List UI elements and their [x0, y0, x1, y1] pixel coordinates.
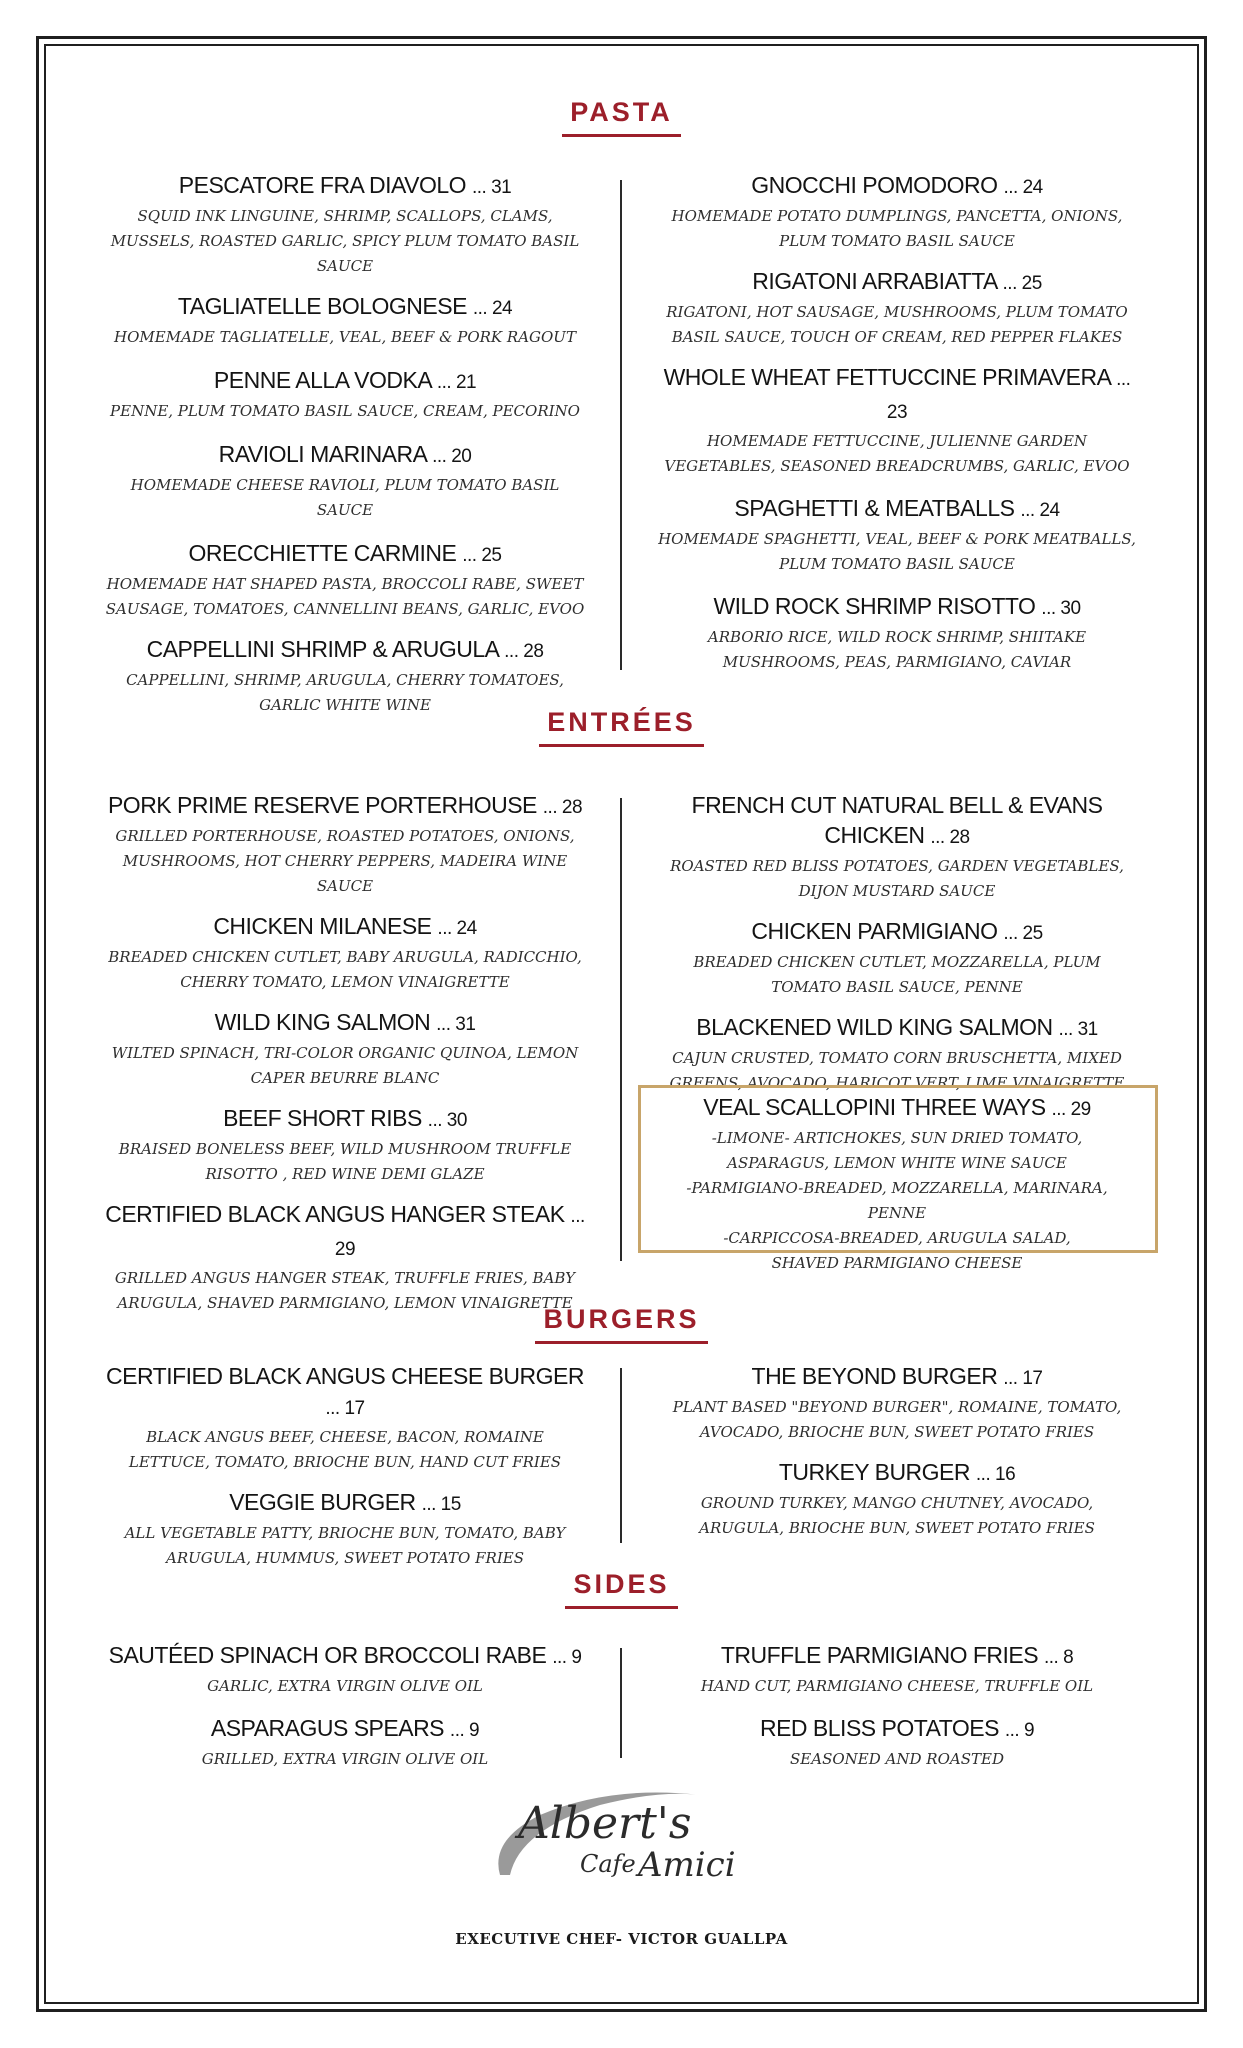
item-name: PESCATORE FRA DIAVOLO — [178, 172, 467, 198]
menu-item — [652, 362, 1142, 479]
menu-item — [652, 493, 1142, 577]
item-price: ... 28 — [930, 827, 970, 848]
burgers-left-column — [100, 1361, 590, 1571]
item-description: PENNE, PLUM TOMATO BASIL SAUCE, CREAM, PECORINO — [110, 402, 580, 420]
menu-item — [100, 1007, 590, 1091]
item-title — [100, 291, 590, 324]
item-name: SPAGHETTI & MEATBALLS — [734, 495, 1015, 521]
item-title — [100, 439, 590, 472]
item-description: HOMEMADE SPAGHETTI, VEAL, BEEF & PORK MEATBALLS, PLUM TOMATO BASIL SAUCE — [658, 530, 1136, 573]
item-name: TRUFFLE PARMIGIANO FRIES — [720, 1642, 1039, 1668]
logo-cafe: Cafe — [580, 1850, 636, 1878]
item-description: CAJUN CRUSTED, TOMATO CORN BRUSCHETTA, MIXED GREENS, AVOCADO, HARICOT VERT, LIME VINAIGRETTE — [669, 1049, 1125, 1092]
item-title — [652, 1012, 1142, 1045]
menu-item — [100, 1713, 590, 1772]
item-description: BRAISED BONELESS BEEF, WILD MUSHROOM TRUFFLE RISOTTO , RED WINE DEMI GLAZE — [118, 1140, 572, 1183]
item-price: ... 24 — [437, 918, 477, 939]
item-description: SQUID INK LINGUINE, SHRIMP, SCALLOPS, CLAMS, MUSSELS, ROASTED GARLIC, SPICY PLUM TOMATO BASIL SAUCE — [110, 207, 580, 275]
item-name: TURKEY BURGER — [778, 1459, 971, 1485]
item-title — [100, 1487, 590, 1520]
menu-item — [652, 1457, 1142, 1541]
item-name: CAPPELLINI SHRIMP & ARUGULA — [146, 636, 499, 662]
entrees-left-column — [100, 790, 590, 1316]
item-name: VEAL SCALLOPINI THREE WAYS — [703, 1094, 1046, 1120]
section-heading-sides: SIDES — [0, 1569, 1243, 1609]
item-description: WILTED SPINACH, TRI-COLOR ORGANIC QUINOA, LEMON CAPER BEURRE BLANC — [111, 1044, 579, 1087]
menu-item — [100, 911, 590, 995]
item-title — [652, 362, 1142, 428]
item-price: ... 25 — [462, 545, 502, 566]
item-price: ... 17 — [1003, 1368, 1043, 1389]
item-price: ... 16 — [975, 1464, 1016, 1485]
item-price: ... 20 — [432, 446, 472, 467]
item-price: ... 29 — [1051, 1099, 1091, 1120]
item-description: BREADED CHICKEN CUTLET, MOZZARELLA, PLUM TOMATO BASIL SAUCE, PENNE — [693, 953, 1101, 996]
special-item — [652, 1092, 1142, 1276]
item-description: ARBORIO RICE, WILD ROCK SHRIMP, SHIITAKE MUSHROOMS, PEAS, PARMIGIANO, CAVIAR — [707, 628, 1087, 671]
special-line: -LIMONE- ARTICHOKES, SUN DRIED TOMATO, ASPARAGUS, LEMON WHITE WINE SAUCE — [711, 1129, 1083, 1172]
column-divider — [620, 1648, 622, 1758]
menu-item — [652, 916, 1142, 1000]
item-title — [100, 1640, 590, 1673]
item-name: CHICKEN PARMIGIANO — [751, 918, 998, 944]
item-description: HOMEMADE CHEESE RAVIOLI, PLUM TOMATO BASIL SAUCE — [130, 476, 560, 519]
sides-right-column — [652, 1640, 1142, 1772]
column-divider — [620, 1368, 622, 1543]
item-name: WILD KING SALMON — [214, 1009, 431, 1035]
menu-item — [100, 291, 590, 350]
item-name: PORK PRIME RESERVE PORTERHOUSE — [107, 792, 537, 818]
item-price: ... 9 — [449, 1720, 480, 1741]
item-description: GROUND TURKEY, MANGO CHUTNEY, AVOCADO, ARUGULA, BRIOCHE BUN, SWEET POTATO FRIES — [699, 1494, 1095, 1537]
item-description: PLANT BASED "BEYOND BURGER", ROMAINE, TOMATO, AVOCADO, BRIOCHE BUN, SWEET POTATO FRIES — [672, 1398, 1122, 1441]
item-title — [100, 365, 590, 398]
item-title — [100, 634, 590, 667]
item-price: ... 31 — [436, 1014, 476, 1035]
item-title — [652, 170, 1142, 203]
item-price: ... 31 — [471, 177, 512, 198]
item-description: GRILLED ANGUS HANGER STEAK, TRUFFLE FRIES, BABY ARUGULA, SHAVED PARMIGIANO, LEMON VINAIGRETTE — [114, 1269, 576, 1312]
pasta-left-column — [100, 170, 590, 718]
menu-item — [652, 790, 1142, 904]
item-title — [100, 170, 590, 203]
menu-item — [100, 538, 590, 622]
item-description: HOMEMADE FETTUCCINE, JULIENNE GARDEN VEGETABLES, SEASONED BREADCRUMBS, GARLIC, EVOO — [664, 432, 1130, 475]
item-price: ... 25 — [1003, 923, 1043, 944]
item-price: ... 24 — [472, 298, 513, 319]
item-title — [652, 1713, 1142, 1746]
item-price: ... 21 — [436, 372, 477, 393]
item-name: WILD ROCK SHRIMP RISOTTO — [713, 593, 1036, 619]
column-divider — [620, 798, 622, 1261]
item-name: GNOCCHI POMODORO — [751, 172, 998, 198]
item-name: CHICKEN MILANESE — [213, 913, 432, 939]
item-description: RIGATONI, HOT SAUSAGE, MUSHROOMS, PLUM TOMATO BASIL SAUCE, TOUCH OF CREAM, RED PEPPER FLAKES — [666, 303, 1128, 346]
burgers-right-column — [652, 1361, 1142, 1541]
menu-item — [100, 1199, 590, 1316]
item-name: SAUTÉED SPINACH OR BROCCOLI RABE — [108, 1642, 547, 1668]
item-title — [100, 1713, 590, 1746]
entrees-right-column — [652, 790, 1142, 1096]
special-line: -PARMIGIANO-BREADED, MOZZARELLA, MARINARA, PENNE — [686, 1179, 1108, 1222]
item-price: ... 8 — [1043, 1647, 1074, 1668]
item-description: GRILLED, EXTRA VIRGIN OLIVE OIL — [201, 1750, 489, 1768]
item-name: CERTIFIED BLACK ANGUS CHEESE BURGER — [106, 1363, 584, 1389]
item-price: ... 30 — [427, 1110, 467, 1131]
item-price: ... 24 — [1003, 177, 1043, 198]
item-title — [652, 1361, 1142, 1394]
item-title — [100, 1103, 590, 1136]
item-price: ... 9 — [1004, 1720, 1035, 1741]
menu-item — [100, 1640, 590, 1699]
menu-item — [100, 1103, 590, 1187]
special-line: -CARPICCOSA-BREADED, ARUGULA SALAD, SHAVED PARMIGIANO CHEESE — [723, 1229, 1071, 1272]
item-title — [100, 1199, 590, 1265]
menu-item — [100, 170, 590, 279]
menu-item — [100, 365, 590, 424]
menu-item — [100, 439, 590, 523]
item-price: ... 29 — [334, 1206, 585, 1260]
item-description: ROASTED RED BLISS POTATOES, GARDEN VEGETABLES, DIJON MUSTARD SAUCE — [670, 857, 1124, 900]
menu-item — [100, 790, 590, 899]
item-title — [100, 538, 590, 571]
menu-item — [652, 170, 1142, 254]
item-price: ... 23 — [886, 369, 1131, 423]
section-heading-entrees: ENTRÉES — [0, 707, 1243, 747]
item-description: HOMEMADE POTATO DUMPLINGS, PANCETTA, ONIONS, PLUM TOMATO BASIL SAUCE — [671, 207, 1123, 250]
menu-item — [652, 1012, 1142, 1096]
item-description: GARLIC, EXTRA VIRGIN OLIVE OIL — [207, 1677, 483, 1695]
section-heading-burgers: BURGERS — [0, 1304, 1243, 1344]
item-title — [652, 266, 1142, 299]
menu-item — [652, 266, 1142, 350]
item-description: BREADED CHICKEN CUTLET, BABY ARUGULA, RADICCHIO, CHERRY TOMATO, LEMON VINAIGRETTE — [108, 948, 582, 991]
section-heading-pasta: PASTA — [0, 97, 1243, 137]
item-title — [652, 790, 1142, 853]
column-divider — [620, 180, 622, 670]
item-price: ... 17 — [325, 1398, 365, 1419]
item-name: PENNE ALLA VODKA — [213, 367, 431, 393]
item-description: BLACK ANGUS BEEF, CHEESE, BACON, ROMAINE LETTUCE, TOMATO, BRIOCHE BUN, HAND CUT FRIES — [128, 1428, 562, 1471]
item-title — [652, 1092, 1142, 1125]
item-name: BLACKENED WILD KING SALMON — [696, 1014, 1053, 1040]
item-title — [100, 1007, 590, 1040]
menu-item — [652, 591, 1142, 675]
item-description: SEASONED AND ROASTED — [790, 1750, 1004, 1768]
logo-amici: Amici — [638, 1845, 736, 1885]
item-name: TAGLIATELLE BOLOGNESE — [177, 293, 467, 319]
item-description: HOMEMADE TAGLIATELLE, VEAL, BEEF & PORK RAGOUT — [114, 328, 576, 346]
item-name: RED BLISS POTATOES — [759, 1715, 999, 1741]
item-price: ... 9 — [552, 1647, 582, 1668]
item-title — [652, 916, 1142, 949]
item-title — [652, 493, 1142, 526]
item-description: CAPPELLINI, SHRIMP, ARUGULA, CHERRY TOMATOES, GARLIC WHITE WINE — [126, 671, 564, 714]
menu-item — [652, 1713, 1142, 1772]
item-name: ASPARAGUS SPEARS — [210, 1715, 445, 1741]
item-name: ORECCHIETTE CARMINE — [188, 540, 457, 566]
item-name: VEGGIE BURGER — [229, 1489, 416, 1515]
menu-item — [652, 1640, 1142, 1699]
restaurant-logo — [480, 1780, 780, 1890]
item-price: ... 28 — [542, 797, 583, 818]
menu-item — [100, 1361, 590, 1475]
item-name: FRENCH CUT NATURAL BELL & EVANS CHICKEN — [691, 792, 1103, 848]
pasta-right-column — [652, 170, 1142, 675]
item-name: THE BEYOND BURGER — [751, 1363, 998, 1389]
menu-item — [100, 1487, 590, 1571]
item-price: ... 25 — [1002, 273, 1042, 294]
item-title — [100, 911, 590, 944]
item-description: HOMEMADE HAT SHAPED PASTA, BROCCOLI RABE, SWEET SAUSAGE, TOMATOES, CANNELLINI BEANS, GARLIC, EVOO — [105, 575, 585, 618]
item-name: BEEF SHORT RIBS — [223, 1105, 422, 1131]
item-title — [100, 1361, 590, 1424]
item-name: CERTIFIED BLACK ANGUS HANGER STEAK — [105, 1201, 565, 1227]
item-description: HAND CUT, PARMIGIANO CHEESE, TRUFFLE OIL — [700, 1677, 1094, 1695]
item-description: GRILLED PORTERHOUSE, ROASTED POTATOES, ONIONS, MUSHROOMS, HOT CHERRY PEPPERS, MADEIRA WINE SAUCE — [115, 827, 575, 895]
item-title — [652, 1640, 1142, 1673]
item-name: WHOLE WHEAT FETTUCCINE PRIMAVERA — [663, 364, 1111, 390]
item-price: ... 24 — [1020, 500, 1060, 521]
item-price: ... 30 — [1041, 598, 1081, 619]
item-price: ... 28 — [504, 641, 544, 662]
sides-left-column — [100, 1640, 590, 1772]
item-title — [652, 1457, 1142, 1490]
item-title — [100, 790, 590, 823]
menu-item — [652, 1361, 1142, 1445]
executive-chef-credit: EXECUTIVE CHEF- VICTOR GUALLPA — [455, 1930, 788, 1948]
item-price: ... 15 — [421, 1494, 461, 1515]
item-title — [652, 591, 1142, 624]
logo-name: Albert's — [518, 1798, 692, 1849]
menu-item — [100, 634, 590, 718]
item-name: RIGATONI ARRABIATTA — [752, 268, 997, 294]
item-price: ... 31 — [1058, 1019, 1098, 1040]
item-name: RAVIOLI MARINARA — [218, 441, 427, 467]
item-description: ALL VEGETABLE PATTY, BRIOCHE BUN, TOMATO, BABY ARUGULA, HUMMUS, SWEET POTATO FRIES — [124, 1524, 566, 1567]
